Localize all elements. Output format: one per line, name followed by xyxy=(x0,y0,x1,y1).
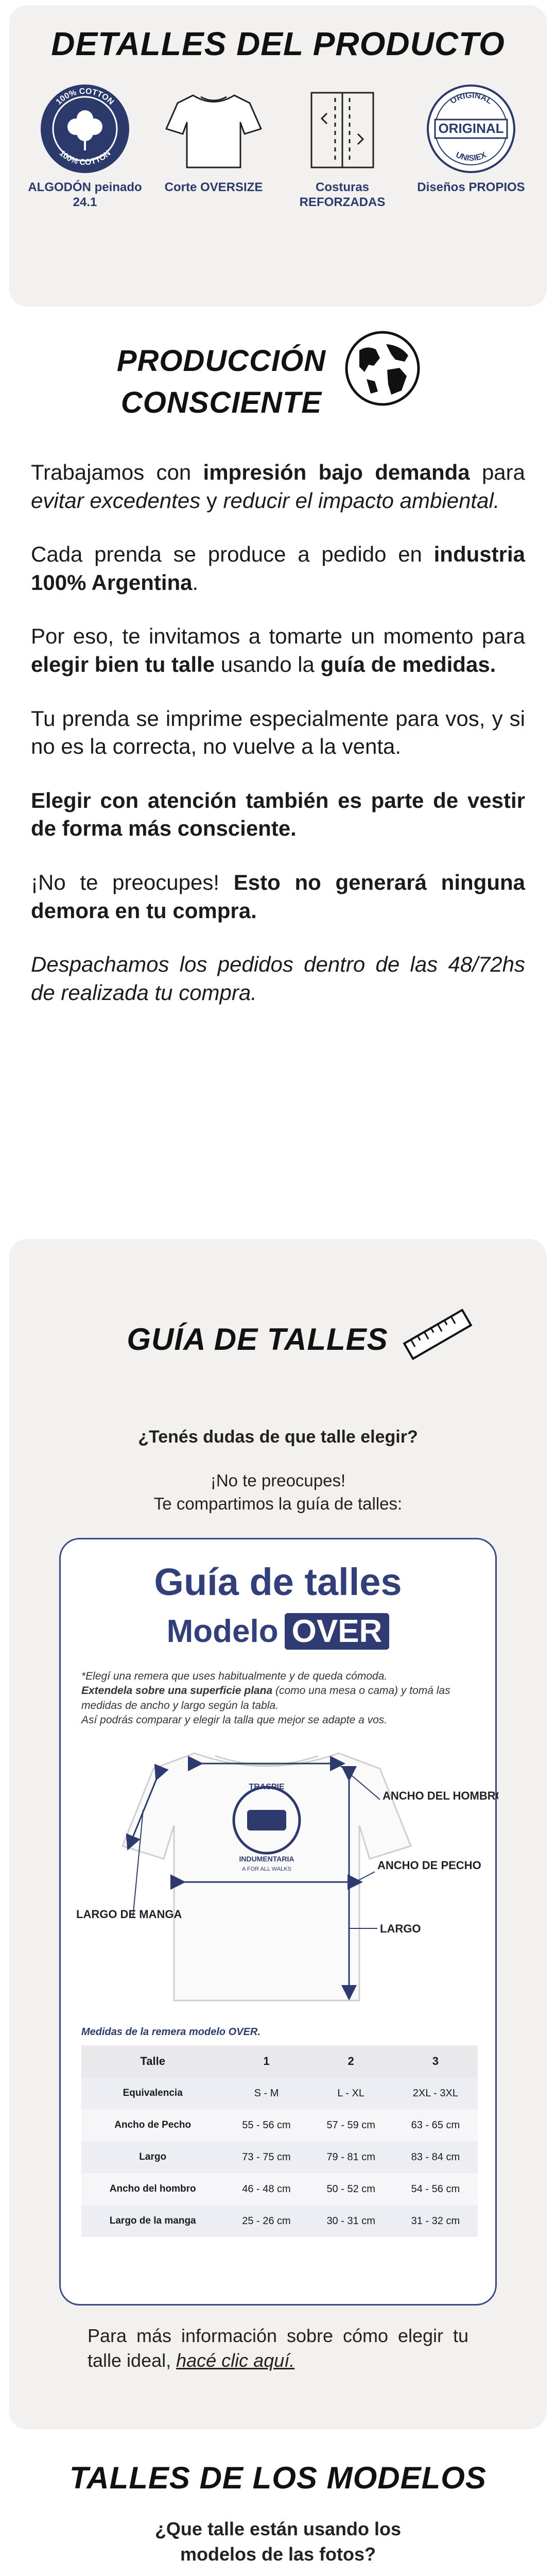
production-p4: Tu prenda se imprime especialmente para vos, y si no es la correcta, no vuelve a la venta. xyxy=(31,706,525,759)
features-row xyxy=(21,82,535,210)
table-cell: 79 - 81 cm xyxy=(309,2141,393,2173)
feature-seams xyxy=(283,82,402,210)
table-cell: Largo de la manga xyxy=(81,2205,224,2237)
table-cell: S - M xyxy=(224,2077,308,2109)
table-row xyxy=(81,2141,478,2173)
table-cell: L - XL xyxy=(309,2077,393,2109)
p5: Elegir con atención también es parte de vestir de forma más consciente. xyxy=(31,788,525,841)
production-p2 xyxy=(31,540,525,597)
size-chart-subtitle xyxy=(61,1613,495,1650)
label-largo: LARGO xyxy=(380,1922,421,1936)
p2-a: Cada prenda se produce a pedido en xyxy=(31,542,434,567)
ruler-icon xyxy=(402,1306,474,1365)
table-cell: 46 - 48 cm xyxy=(224,2173,308,2205)
oversize-tshirt-icon xyxy=(154,82,273,175)
size-guide-line1: ¡No te preocupes! xyxy=(210,1471,346,1490)
reinforced-seams-icon xyxy=(283,82,402,175)
table-header-cell: 1 xyxy=(224,2045,308,2077)
models-question xyxy=(0,2517,556,2567)
table-cell: 30 - 31 cm xyxy=(309,2205,393,2237)
badge-top-text: 100% COTTON xyxy=(54,87,116,107)
p1-f: reducir el impacto ambiental. xyxy=(223,488,500,513)
production-body xyxy=(31,459,525,1032)
production-p1 xyxy=(31,459,525,515)
feature-oversize xyxy=(154,82,273,210)
table-row xyxy=(81,2109,478,2141)
table-cell: 2XL - 3XL xyxy=(393,2077,478,2109)
cotton-badge-icon xyxy=(26,82,144,175)
original-stamp-icon xyxy=(412,82,530,175)
size-guide-link[interactable]: hacé clic aquí. xyxy=(176,2349,295,2371)
size-table-header xyxy=(81,2045,478,2077)
p2-b: industria 100% Argentina xyxy=(31,542,525,595)
note-1: *Elegí una remera que uses habitualmente y de queda cómoda. xyxy=(81,1670,388,1682)
feature-cotton xyxy=(26,82,144,210)
table-caption: Medidas de la remera modelo OVER. xyxy=(81,2026,260,2038)
size-chart-model: Modelo xyxy=(166,1614,279,1649)
feature-oversize-caption: Corte OVERSIZE xyxy=(164,180,263,194)
models-title: TALLES DE LOS MODELOS xyxy=(70,2461,486,2495)
print-mid-text: INDUMENTARIA xyxy=(239,1855,294,1863)
globe-icon xyxy=(344,330,421,410)
print-top-text: TRASPIE xyxy=(249,1783,285,1792)
p3-b: elegir bien tu talle xyxy=(31,652,215,676)
production-p7 xyxy=(31,951,525,1007)
p3-a: Por eso, te invitamos a tomarte un momento para xyxy=(31,624,525,649)
size-chart-instructions xyxy=(81,1669,475,1727)
label-ancho-pecho: ANCHO DE PECHO xyxy=(377,1859,481,1872)
more-info-lead: Para más información sobre cómo elegir tu talle ideal, xyxy=(88,2325,468,2371)
production-title-line2: CONSCIENTE xyxy=(120,386,322,420)
tshirt-measure-illustration xyxy=(61,1733,498,2021)
table-cell: 63 - 65 cm xyxy=(393,2109,478,2141)
size-guide-question: ¿Tenés dudas de que talle elegir? xyxy=(138,1427,418,1447)
stamp-top-text: ORIGINAL xyxy=(448,91,494,106)
p2-c: . xyxy=(192,570,199,595)
table-cell: 55 - 56 cm xyxy=(224,2109,308,2141)
note-2: Extendela sobre una superficie plana xyxy=(81,1685,273,1697)
feature-original xyxy=(412,82,530,210)
table-cell: Ancho de Pecho xyxy=(81,2109,224,2141)
label-largo-manga: LARGO DE MANGA xyxy=(76,1908,182,1921)
p6-b: Esto no generará ninguna demora en tu compra. xyxy=(31,870,525,923)
feature-seams-caption: Costuras REFORZADAS xyxy=(299,180,386,209)
size-chart-over: OVER xyxy=(285,1613,390,1650)
size-guide-title: GUÍA DE TALLES xyxy=(127,1322,388,1357)
label-ancho-hombro: ANCHO DEL HOMBRO xyxy=(383,1789,498,1803)
table-cell: 31 - 32 cm xyxy=(393,2205,478,2237)
production-title-line1: PRODUCCIÓN xyxy=(116,344,326,378)
p7: Despachamos los pedidos dentro de las 48/72hs de realizada tu compra. xyxy=(31,952,525,1005)
print-bottom-text: A FOR ALL WALKS xyxy=(242,1866,291,1873)
table-row xyxy=(81,2077,478,2109)
table-cell: 54 - 56 cm xyxy=(393,2173,478,2205)
details-title: DETALLES DEL PRODUCTO xyxy=(51,25,505,62)
table-cell: 25 - 26 cm xyxy=(224,2205,308,2237)
table-row xyxy=(81,2173,478,2205)
size-guide-line2: Te compartimos la guía de talles: xyxy=(153,1494,403,1513)
p1-e: y xyxy=(200,488,223,513)
p1-b: impresión bajo demanda xyxy=(203,460,470,484)
p1-d: evitar excedentes xyxy=(31,488,201,513)
table-cell: 57 - 59 cm xyxy=(309,2109,393,2141)
table-cell: 83 - 84 cm xyxy=(393,2141,478,2173)
measure-diagram xyxy=(61,1733,498,2021)
feature-cotton-caption: ALGODÓN peinado 24.1 xyxy=(28,180,142,209)
size-chart-title: Guía de talles xyxy=(154,1561,402,1603)
production-p6 xyxy=(31,869,525,925)
table-header-cell: 2 xyxy=(309,2045,393,2077)
table-header-cell: 3 xyxy=(393,2045,478,2077)
models-question-2: modelos de las fotos? xyxy=(180,2543,376,2565)
size-chart-card xyxy=(59,1538,497,2306)
p1-c: para xyxy=(470,460,526,484)
feature-original-caption: Diseños PROPIOS xyxy=(417,180,525,194)
note-3: (como una mesa o cama) y tomá las medidas de ancho y largo según la tabla. xyxy=(81,1685,450,1711)
production-p5 xyxy=(31,787,525,843)
table-cell: 73 - 75 cm xyxy=(224,2141,308,2173)
p3-c: usando la xyxy=(215,652,321,676)
production-title xyxy=(88,340,355,423)
models-question-1: ¿Que talle están usando los xyxy=(154,2518,402,2539)
table-cell: Largo xyxy=(81,2141,224,2173)
table-header-cell: Talle xyxy=(81,2045,224,2077)
table-cell: Ancho del hombro xyxy=(81,2173,224,2205)
p3-d: guía de medidas. xyxy=(320,652,496,676)
table-cell: Equivalencia xyxy=(81,2077,224,2109)
size-table xyxy=(81,2045,478,2237)
more-info-text xyxy=(88,2324,468,2373)
p1-a: Trabajamos con xyxy=(31,460,203,484)
badge-bottom-text: 100% COTTON xyxy=(57,148,113,167)
production-p3 xyxy=(31,622,525,679)
stamp-mid-text: ORIGINAL xyxy=(438,121,504,136)
note-4: Así podrás comparar y elegir la talla que mejor se adapte a vos. xyxy=(81,1714,388,1726)
p6-a: ¡No te preocupes! xyxy=(31,870,234,894)
stamp-bottom-text: UNISIEX xyxy=(454,150,488,163)
table-row xyxy=(81,2205,478,2237)
table-cell: 50 - 52 cm xyxy=(309,2173,393,2205)
